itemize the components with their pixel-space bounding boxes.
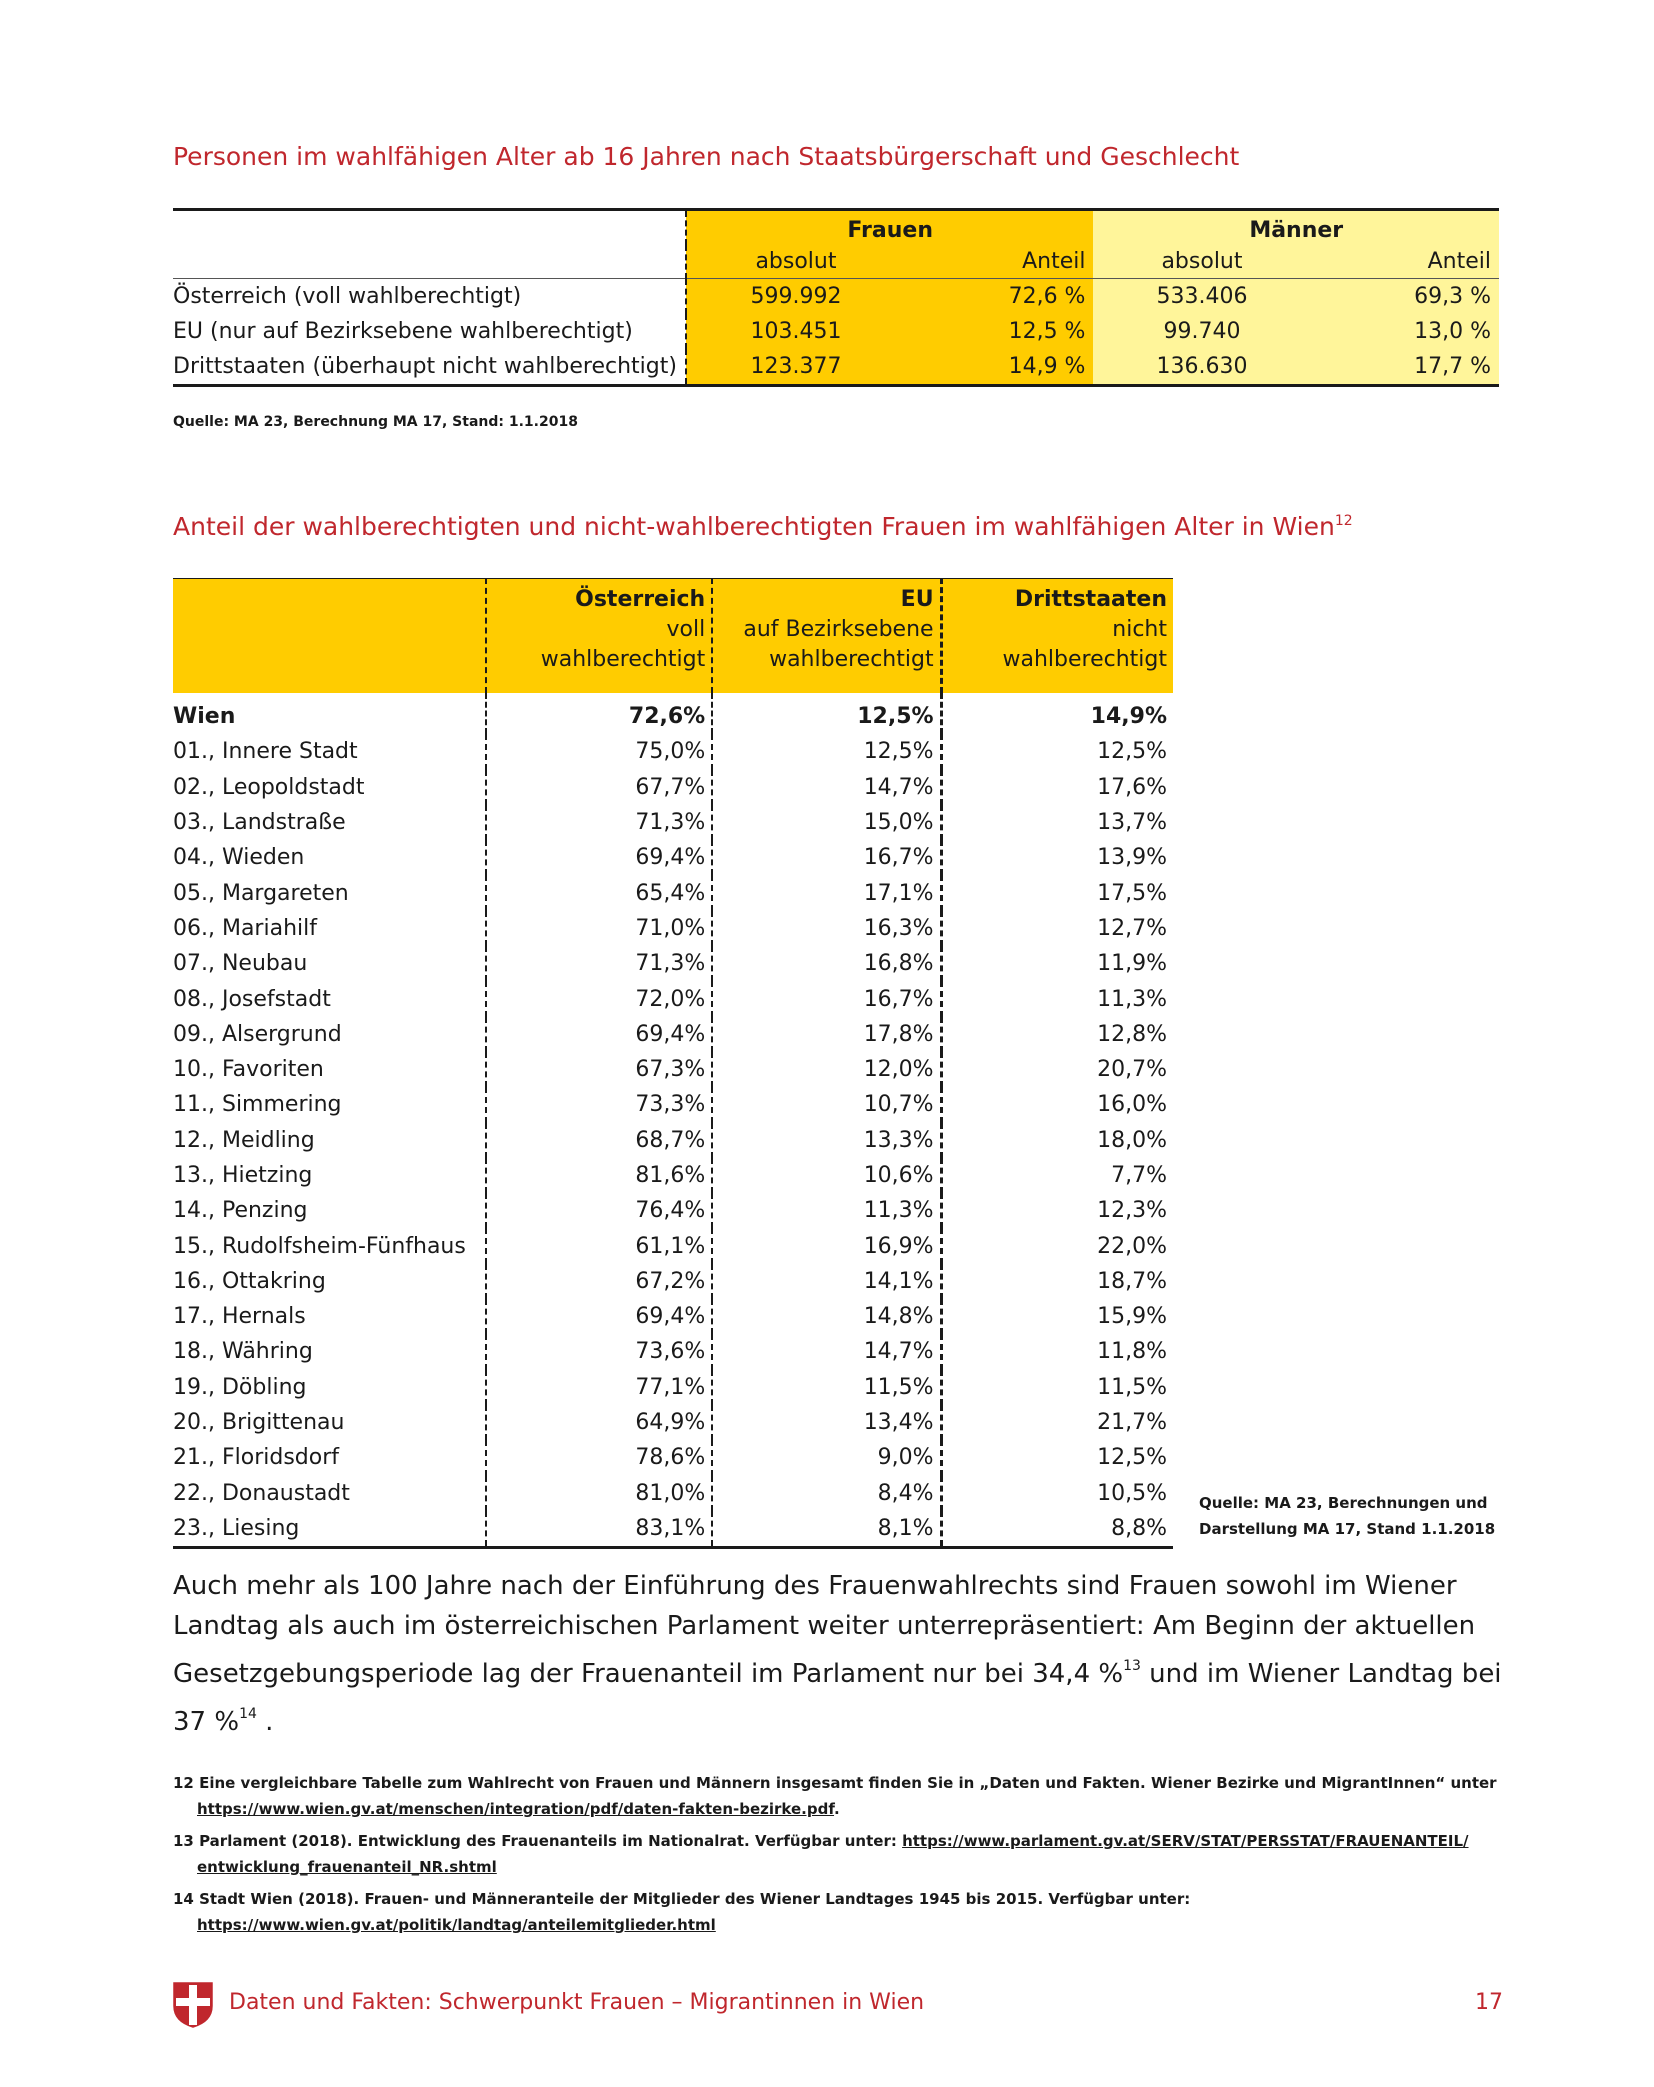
table-row: 03., Landstraße 71,3% 15,0% 13,7%: [173, 805, 1173, 840]
table-row: 22., Donaustadt 81,0% 8,4% 10,5%: [173, 1476, 1173, 1511]
table-row: 15., Rudolfsheim-Fünfhaus 61,1% 16,9% 22,0%: [173, 1228, 1173, 1263]
frauen-header: Frauen: [686, 210, 1094, 246]
page-number: 17: [1475, 1990, 1503, 2015]
footnote-12: 12 Eine vergleichbare Tabelle zum Wahlrecht von Frauen und Männern insgesamt finden Sie in „Daten und Fakten. Wiener Bezirke und MigrantInnen“ unter https://www.wien.gv.at/menschen/integration/pdf/daten-fakten-bezirke.pdf.: [173, 1774, 1497, 1818]
body-paragraph: Auch mehr als 100 Jahre nach der Einführung des Frauenwahlrechts sind Frauen sowohl im Wiener Landtag als auch im österreichischen Parlament weiter unterrepräsentiert: Am Beginn der aktuellen Gesetzgebungsperiode lag der Frauenanteil im Parlament nur bei 34,4 %$^{13}$ und im Wiener Landtag bei 37 %$^{14}$ .: [173, 1571, 1502, 1737]
table1-title: Personen im wahlfähigen Alter ab 16 Jahren nach Staatsbürgerschaft und Geschlecht: [173, 142, 1240, 171]
table-row: 14., Penzing 76,4% 11,3% 12,3%: [173, 1193, 1173, 1228]
table2-title: Anteil der wahlberechtigten und nicht-wahlberechtigten Frauen im wahlfähigen Alter in Wien$^{12}$: [173, 512, 1353, 541]
table-row: 08., Josefstadt 72,0% 16,7% 11,3%: [173, 981, 1173, 1016]
table-row: Drittstaaten (überhaupt nicht wahlberechtigt) 123.377 14,9 % 136.630 17,7 %: [173, 349, 1499, 386]
table1-source: Quelle: MA 23, Berechnung MA 17, Stand: 1.1.2018: [173, 414, 578, 430]
maenner-header: Männer: [1093, 210, 1499, 246]
table-row: 13., Hietzing 81,6% 10,6% 7,7%: [173, 1158, 1173, 1193]
footnote-13-link[interactable]: https://www.parlament.gv.at/SERV/STAT/PERSSTAT/FRAUENANTEIL/: [902, 1832, 1469, 1850]
table-row: 23., Liesing 83,1% 8,1% 8,8%: [173, 1511, 1173, 1548]
table-row: 09., Alsergrund 69,4% 17,8% 12,8%: [173, 1017, 1173, 1052]
table-row: 07., Neubau 71,3% 16,8% 11,9%: [173, 946, 1173, 981]
footnotes: [173, 1770, 1503, 1944]
col-eu-header: EU auf Bezirksebene wahlberechtigt: [712, 579, 941, 694]
table1: [173, 208, 1499, 387]
table2: [173, 578, 1173, 1549]
table-row: 10., Favoriten 67,3% 12,0% 20,7%: [173, 1052, 1173, 1087]
footnote-12-link[interactable]: https://www.wien.gv.at/menschen/integration/pdf/daten-fakten-bezirke.pdf: [197, 1800, 835, 1818]
table-row: 01., Innere Stadt 75,0% 12,5% 12,5%: [173, 734, 1173, 769]
table-row: 18., Währing 73,6% 14,7% 11,8%: [173, 1334, 1173, 1369]
table-row: 19., Döbling 77,1% 11,5% 11,5%: [173, 1370, 1173, 1405]
table-row: 06., Mariahilf 71,0% 16,3% 12,7%: [173, 911, 1173, 946]
maenner-anteil-header: Anteil: [1311, 245, 1499, 279]
table-row: 05., Margareten 65,4% 17,1% 17,5%: [173, 875, 1173, 910]
table-row: 02., Leopoldstadt 67,7% 14,7% 17,6%: [173, 770, 1173, 805]
table-row: Österreich (voll wahlberechtigt) 599.992 72,6 % 533.406 69,3 %: [173, 279, 1499, 315]
page-footer: [173, 1982, 1503, 2028]
frauen-absolut-header: absolut: [686, 245, 905, 279]
table-row: 20., Brigittenau 64,9% 13,4% 21,7%: [173, 1405, 1173, 1440]
maenner-absolut-header: absolut: [1093, 245, 1310, 279]
table-row: EU (nur auf Bezirksebene wahlberechtigt) 103.451 12,5 % 99.740 13,0 %: [173, 314, 1499, 349]
vienna-crest-icon: [173, 1982, 213, 2028]
footnote-13: 13 Parlament (2018). Entwicklung des Frauenanteils im Nationalrat. Verfügbar unter: https://www.parlament.gv.at/SERV/STAT/PERSSTAT/FRAUENANTEIL/ entwicklung_frauenanteil_NR.shtml: [173, 1832, 1469, 1876]
table-row: 16., Ottakring 67,2% 14,1% 18,7%: [173, 1264, 1173, 1299]
table2-source: Quelle: MA 23, Berechnungen und Darstellung MA 17, Stand 1.1.2018: [1199, 1494, 1496, 1538]
footer-title: Daten und Fakten: Schwerpunkt Frauen – Migrantinnen in Wien: [229, 1990, 925, 2015]
col-drittstaaten-header: Drittstaaten nicht wahlberechtigt: [941, 579, 1173, 694]
table-row: 11., Simmering 73,3% 10,7% 16,0%: [173, 1087, 1173, 1122]
col-oesterreich-header: Österreich voll wahlberechtigt: [486, 579, 712, 694]
footnote-14-link[interactable]: https://www.wien.gv.at/politik/landtag/anteilemitglieder.html: [197, 1916, 716, 1934]
table-row: 04., Wieden 69,4% 16,7% 13,9%: [173, 840, 1173, 875]
footnote-13-link-cont[interactable]: entwicklung_frauenanteil_NR.shtml: [197, 1858, 497, 1876]
table-row: 12., Meidling 68,7% 13,3% 18,0%: [173, 1123, 1173, 1158]
table-row: 17., Hernals 69,4% 14,8% 15,9%: [173, 1299, 1173, 1334]
footnote-14: 14 Stadt Wien (2018). Frauen- und Männeranteile der Mitglieder des Wiener Landtages 1945 bis 2015. Verfügbar unter: https://www.wien.gv.at/politik/landtag/anteilemitglieder.html: [173, 1890, 1191, 1934]
frauen-anteil-header: Anteil: [905, 245, 1093, 279]
table-row: 21., Floridsdorf 78,6% 9,0% 12,5%: [173, 1440, 1173, 1475]
table-row: Wien 72,6% 12,5% 14,9%: [173, 693, 1173, 734]
